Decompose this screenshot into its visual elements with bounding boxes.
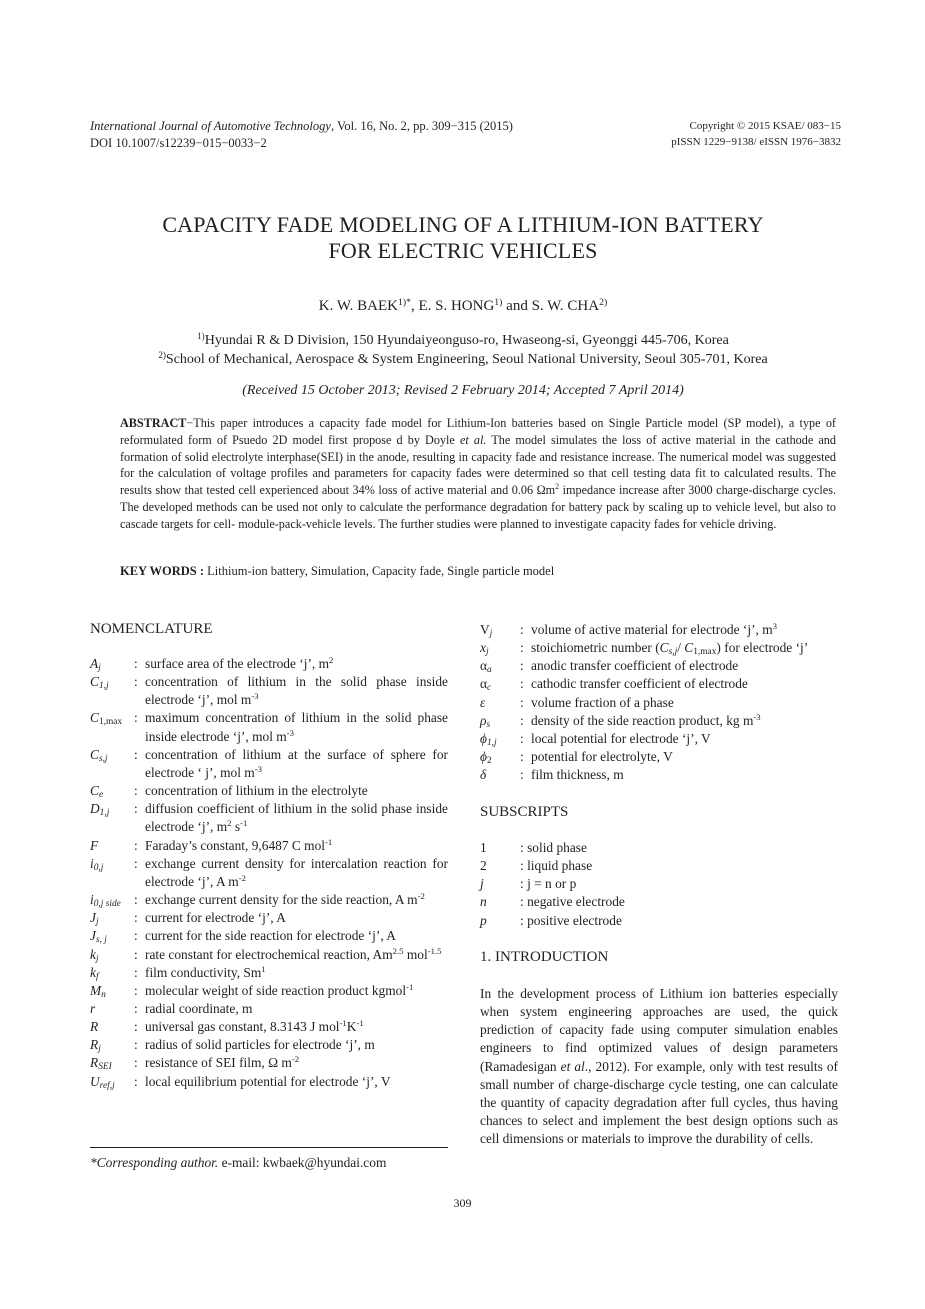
symbol: M [90,982,102,998]
symbol-sub: 1,max [693,647,717,658]
authors [90,298,836,315]
nomenclature-item [480,694,838,712]
nom-symbol [90,982,134,1000]
subscript-desc: : positive electrode [520,912,622,928]
subscript-item [480,893,838,911]
title-line-1: CAPACITY FADE MODELING OF A LITHIUM-ION BATTERY [162,212,764,237]
unit-sup: -3 [286,727,294,738]
nom-symbol [480,675,520,693]
unit-sup: -1 [240,818,248,829]
symbol-sub: j [95,917,99,928]
nomenclature-item [90,673,448,709]
symbol: ρ [480,712,487,728]
nomenclature-item [90,1036,448,1054]
colon: : [134,982,138,998]
subscript-item [480,839,838,857]
definition-text: concentration of lithium at the surface of sphere for electrode ‘ j’, mol m [145,746,448,780]
footnote [90,1155,386,1171]
definition-text: rate constant for electrochemical reaction, Am [145,946,393,962]
nom-symbol [480,694,520,712]
symbol: ε [480,694,486,710]
author-1: K. W. BAEK [318,298,398,314]
nomenclature-heading: NOMENCLATURE [90,621,213,637]
nom-symbol [90,782,134,800]
symbol-sub: ref,j [99,1080,115,1091]
unit-sup: -3 [251,691,259,702]
unit-sup: -3 [753,711,761,722]
unit-sup: -1 [356,1018,364,1029]
author-2: , E. S. HONG [410,298,495,314]
symbol: k [90,964,96,980]
nom-symbol [480,657,520,675]
nomenclature-item [90,782,448,800]
issn: pISSN 1229−9138/ eISSN 1976−3832 [671,136,841,148]
colon: : [134,783,138,799]
nomenclature-item [90,1073,448,1091]
journal-citation [90,118,610,135]
affiliation-1-text: Hyundai R & D Division, 150 Hyundaiyeonguso-ro, Hwaseong-si, Gyeonggi 445-706, Korea [204,333,729,348]
nom-symbol [90,964,134,982]
definition-text: mol [403,946,428,962]
symbol-sub: j [95,953,99,964]
definition [145,746,448,782]
nom-symbol [90,891,134,909]
nomenclature-item [90,1054,448,1072]
colon: : [520,622,524,637]
nomenclature-item [90,1000,448,1018]
definition-text: s [231,819,241,835]
introduction-etal: et al [560,1058,585,1074]
symbol: U [90,1073,100,1089]
definition: volume fraction of a phase [531,694,674,710]
symbol-sub: j [489,629,493,639]
symbol-sub: s, j [95,935,107,946]
definition: current for the side reaction for electrode ‘j’, A [145,928,396,944]
colon: : [520,676,524,692]
nom-symbol [90,1018,134,1036]
unit-sup: 2 [227,818,232,829]
abstract-text-3: impedance increase after 3000 charge-discharge cycles. The developed methods can be used not only to calculate the performance degradation for battery pack by scaling up to vehicle level, but also to cascade targets for cell- module-pack-vehicle levels. The further studies were planned to investigate capacity fades for vehicle driving. [120,483,836,531]
introduction-text-2: ., 2012). For example, only with test results of small number of charge-discharge cycle testing, one can calculate the quantity of capacity degradation after full cycles, thus having chances to select and implement the best design options such as cell dimensions or materials to improve the durability of cells. [480,1058,838,1147]
colon: : [134,674,138,690]
definition: anodic transfer coefficient of electrode [531,658,739,674]
symbol-sub: s,j [98,753,108,764]
colon: : [134,1000,138,1016]
abstract-text-1: −This paper introduces a capacity fade model for Lithium-Ion batteries based on Single Particle model (SP model), a type of reformulated form of Psuedo 2D model first propose d by Doyle [120,416,836,447]
abstract-etal: et al. [459,432,487,447]
subscript-symbol: p [480,912,487,928]
nom-symbol [90,655,134,673]
definition [531,712,838,730]
unit-sup: -2 [291,1054,300,1065]
doi: DOI 10.1007/s12239−015−0033−2 [90,136,267,150]
nom-symbol [90,673,134,709]
colon: : [134,1073,138,1089]
symbol-sub: n [101,989,106,1000]
nomenclature-item [480,730,838,748]
unit-sup: 2.5 [392,945,404,956]
symbol: R [90,1019,99,1035]
nom-symbol [90,746,134,782]
definition-text: Faraday’s constant, 9,6487 C mol [145,837,326,853]
symbol-sub: 0,j [93,862,104,873]
symbol: k [90,946,96,962]
keywords-text: Lithium-ion battery, Simulation, Capacity fade, Single particle model [204,564,555,578]
nom-symbol [90,946,134,964]
nom-symbol [480,748,520,766]
colon: : [134,946,138,962]
abstract [120,415,836,533]
symbol: F [90,837,99,853]
nomenclature-item [480,639,838,657]
symbol-sub: 2 [486,756,492,767]
definition: potential for electrolyte, V [531,749,673,765]
affiliation-2-mark: 2) [158,350,166,360]
unit-sup: -2 [417,891,425,902]
definition: film thickness, m [531,767,624,783]
symbol: C [90,710,99,726]
running-header [90,118,610,152]
nom-symbol [90,855,134,891]
paper-title [90,212,836,264]
journal-name: International Journal of Automotive Technology [90,119,331,133]
definition [531,621,838,639]
symbol: D [90,801,100,817]
symbol: C [90,783,99,799]
nomenclature-item [90,964,448,982]
definition-text: resistance of SEI film, Ω m [145,1055,292,1071]
subscripts-heading: SUBSCRIPTS [480,804,569,820]
definition-text: universal gas constant, 8.3143 J mol [145,1019,340,1035]
nomenclature-item [90,927,448,945]
nom-symbol [90,709,134,745]
subscript-symbol: j [480,876,484,892]
footnote-text: e-mail: kwbaek@hyundai.com [218,1155,387,1170]
colon: : [520,712,524,728]
definition-text: molecular weight of side reaction product kgmol [145,982,407,998]
colon: : [520,658,524,674]
definition: local equilibrium potential for electrode ‘j’, V [145,1073,391,1089]
definition-text: volume of active material for electrode ‘j’, m [531,622,773,637]
definition [145,982,448,1000]
symbol: A [90,656,99,671]
definition-text: diffusion coefficient of lithium in the solid phase inside electrode ‘j’, m [145,801,448,835]
symbol: δ [480,767,487,783]
nomenclature-item [90,837,448,855]
abstract-label: ABSTRACT [120,416,187,430]
nomenclature-list [90,655,448,1091]
definition: cathodic transfer coefficient of electrode [531,676,748,692]
symbol: J [90,928,96,944]
definition-text: exchange current density for the side reaction, A m [145,892,418,908]
nomenclature-item [90,891,448,909]
nomenclature-item [90,982,448,1000]
copyright-block [560,118,841,150]
nomenclature-item [480,657,838,675]
unit-sup: -1 [406,981,414,992]
nomenclature-item [90,946,448,964]
definition: concentration of lithium in the electrolyte [145,783,368,799]
nomenclature-item [90,909,448,927]
nom-symbol [480,621,520,639]
symbol-sub: j [485,647,489,658]
unit-sup: -2 [238,872,246,883]
colon: : [134,1055,138,1071]
definition [145,837,448,855]
abstract-sup: 2 [555,482,560,492]
affiliations [90,331,836,369]
symbol-sub: f [95,971,99,982]
symbol: R [90,1037,99,1053]
abstract-text-2: The model simulates the loss of active material in the cathode and formation of solid electrolyte interphase(SEI) in the anode, resulting in capacity fade and resistance increase. The numerical model was suggested for the calculation of voltage profiles and parameters for capacity fades were determined so that cell testing data fit to calculated results. The results show that tested cell experienced about 34% loss of active material and 0.06 Ωm [120,432,836,498]
symbol: r [90,1000,96,1016]
colon: : [520,767,524,783]
nomenclature-item [90,746,448,782]
copyright: Copyright © 2015 KSAE/ 083−15 [689,120,841,132]
definition [145,964,448,982]
affiliation-1-mark: 1) [197,331,205,341]
author-3: and S. W. CHA [502,298,600,314]
colon: : [134,710,138,726]
nomenclature-item [90,1018,448,1036]
definition-text: maximum concentration of lithium in the solid phase inside electrode ‘j’, mol m [145,710,448,744]
nomenclature-list-continued [480,621,838,784]
title-line-2: FOR ELECTRIC VEHICLES [328,238,598,263]
nomenclature-item [480,748,838,766]
nomenclature-item [480,712,838,730]
symbol: C [684,640,694,656]
nomenclature-item [480,675,838,693]
colon: : [134,928,138,944]
symbol: i [90,892,94,908]
symbol: J [90,910,96,926]
colon: : [134,892,138,908]
introduction-heading: 1. INTRODUCTION [480,949,609,965]
colon: : [134,746,138,762]
unit-sup: -1.5 [427,945,442,956]
subscript-item [480,912,838,930]
subscript-desc: : negative electrode [520,894,625,910]
symbol-sub: 0,j side [93,899,121,910]
author-3-mark: 2) [599,297,608,308]
symbol: C [90,674,99,690]
unit-sup: 1 [261,963,266,974]
definition-text: concentration of lithium in the solid phase inside electrode ‘j’, mol m [145,674,448,708]
symbol-sub: e [98,790,104,801]
nomenclature-item [480,766,838,784]
nom-symbol [90,800,134,836]
nom-symbol [90,837,134,855]
symbol: R [90,1055,99,1071]
definition [145,655,448,673]
definition [145,709,448,745]
colon: : [134,1019,138,1035]
nomenclature-item [90,709,448,745]
symbol-sub: 1,j [99,808,110,819]
colon: : [134,801,138,817]
nom-symbol [90,909,134,927]
page-number: 309 [453,1196,472,1210]
unit-sup: 2 [329,655,334,665]
definition-text: K [346,1019,357,1035]
colon: : [134,837,138,853]
nom-symbol [90,1036,134,1054]
nom-symbol [480,730,520,748]
nomenclature-item [90,800,448,836]
definition [145,946,448,964]
nom-symbol [480,639,520,657]
symbol-sub: SEI [98,1062,112,1073]
subscript-item [480,875,838,893]
definition [531,639,838,657]
definition [145,673,448,709]
subscripts-list [480,839,838,930]
symbol-sub: a [487,665,492,676]
symbol-sub: s,j [668,647,678,658]
nomenclature-item [90,655,448,673]
journal-volume: , Vol. 16, No. 2, pp. 309−315 (2015) [330,119,513,133]
footnote-label: *Corresponding author. [90,1155,219,1170]
nom-symbol [90,1073,134,1091]
nom-symbol [90,1054,134,1072]
definition-text: film conductivity, Sm [145,964,262,980]
symbol: α [480,676,488,692]
symbol-sub: 1,j [486,737,497,748]
definition: local potential for electrode ‘j’, V [531,730,711,746]
symbol: C [659,640,669,656]
symbol: x [480,640,486,656]
nomenclature-item [480,621,838,639]
keywords [120,564,836,579]
colon: : [134,1037,138,1053]
subscript-symbol: 1 [480,840,487,855]
colon: : [134,855,138,871]
symbol-sub: c [487,683,492,694]
symbol: α [480,658,488,674]
subscript-symbol: 2 [480,858,487,874]
definition [145,855,448,891]
symbol-sub: 1,max [98,717,123,728]
colon: : [134,910,138,926]
introduction-text-1: In the development process of Lithium ion batteries especially when system engineering approaches are used, the quick prediction of capacity fade using computer simulation enables engineers to find optimized values of design parameters (Ramadesigan [480,986,838,1074]
colon: : [520,730,524,746]
definition: current for electrode ‘j’, A [145,910,286,926]
symbol-sub: j [98,1044,101,1055]
nomenclature-item [90,855,448,891]
definition [145,891,448,909]
symbol-sub: s [486,719,491,730]
subscript-item [480,857,838,875]
symbol-sub: 1,j [98,681,109,692]
symbol: ϕ [480,749,487,765]
symbol: ϕ [480,730,487,746]
subscript-symbol: n [480,894,487,910]
symbol-sub: j [98,663,101,673]
colon: : [134,964,138,980]
subscript-desc: : j = n or p [520,876,577,892]
symbol: V [480,622,490,637]
affiliation-2-text: School of Mechanical, Aerospace & System Engineering, Seoul National University, Seoul 305-701, Korea [165,352,768,367]
definition [145,1018,448,1036]
affiliation-2 [90,350,836,369]
definition-text: stoichiometric number ( [531,640,660,656]
definition: radius of solid particles for electrode ‘j’, m [145,1037,375,1053]
definition-text: / [677,640,685,656]
nom-symbol [480,766,520,784]
colon: : [134,656,138,671]
colon: : [520,694,524,710]
footnote-rule [90,1147,448,1148]
nom-symbol [90,1000,134,1018]
author-2-mark: 1) [494,297,503,308]
subscript-desc: : liquid phase [520,858,593,874]
author-1-mark: 1)* [397,297,411,308]
definition [145,800,448,836]
definition-text: density of the side reaction product, kg m [531,712,754,728]
definition: radial coordinate, m [145,1000,253,1016]
colon: : [520,640,524,656]
received-dates: (Received 15 October 2013; Revised 2 February 2014; Accepted 7 April 2014) [242,383,684,398]
affiliation-1 [90,331,836,350]
nom-symbol [90,927,134,945]
unit-sup: 3 [772,621,778,631]
unit-sup: -1 [325,836,333,847]
definition [145,1054,448,1072]
definition-text: surface area of the electrode ‘j’, m [145,656,330,671]
subscript-desc: : solid phase [520,840,587,855]
nom-symbol [480,712,520,730]
symbol: i [90,855,94,871]
unit-sup: -3 [254,763,262,774]
colon: : [520,749,524,765]
introduction-text [480,985,838,1148]
definition-text: ) for electrode ‘j’ [716,640,809,656]
keywords-label: KEY WORDS : [120,564,205,578]
unit-sup: -1 [339,1018,347,1029]
symbol: C [90,746,99,762]
definition-text: exchange current density for intercalation reaction for electrode ‘j’, A m [145,855,448,889]
